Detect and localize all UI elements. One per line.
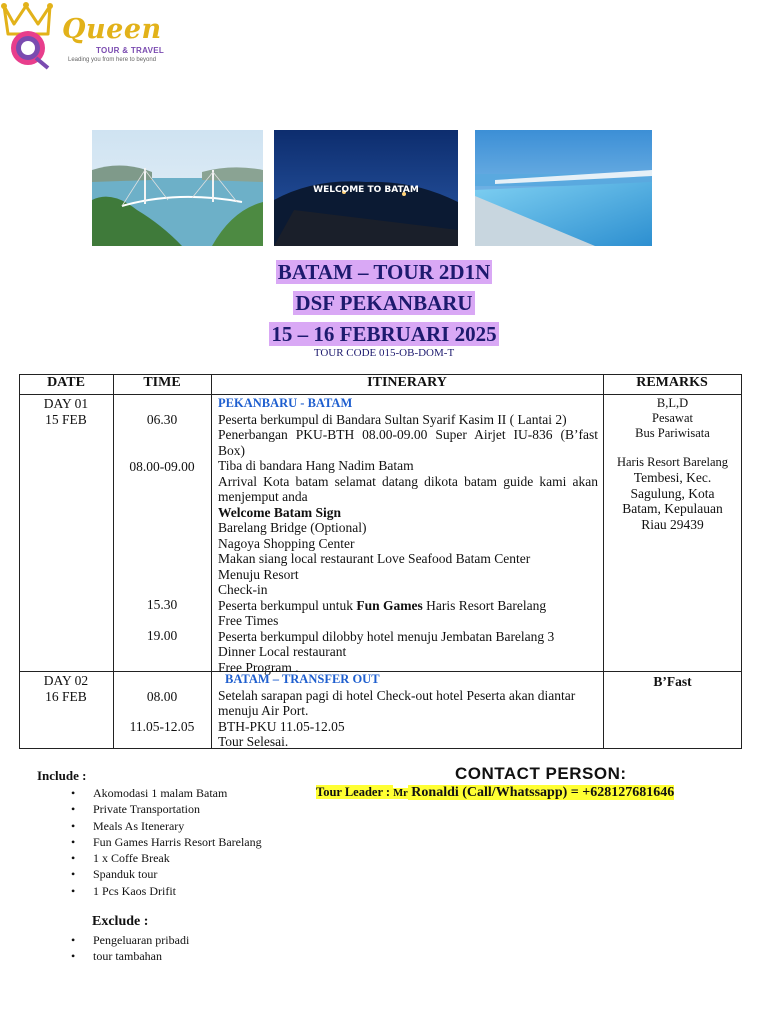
day1-time-1: 06.30	[146, 412, 178, 427]
itinerary-line: Welcome Batam Sign	[218, 504, 341, 520]
itinerary-line: Dinner Local restaurant	[218, 644, 347, 659]
day2-itinerary	[218, 672, 598, 750]
itinerary-line: Peserta berkumpul di Bandara Sultan Syarif Kasim II ( Lantai 2)	[218, 411, 567, 427]
tour-title: BATAM – TOUR 2D1N	[277, 260, 491, 284]
crown-icon	[0, 0, 68, 70]
list-item: • 1 x Coffe Break	[69, 850, 262, 866]
contact-honorific: Mr	[393, 788, 408, 799]
day1-date-cell	[19, 396, 113, 427]
welcome-sign-text: WELCOME TO BATAM	[313, 185, 419, 195]
contact-value: Ronaldi (Call/Whatssapp) = +628127681646	[407, 785, 675, 800]
contact-info	[316, 785, 674, 801]
queen-tour-logo	[0, 0, 170, 70]
list-item: • Pengeluaran pribadi	[69, 932, 189, 948]
pool-photo	[475, 130, 652, 246]
day1-date: 15 FEB	[45, 411, 87, 427]
remark-flight: Pesawat	[652, 411, 693, 425]
day1-heading: PEKANBARU - BATAM	[218, 396, 353, 410]
tour-subtitle: DSF PEKANBARU	[295, 291, 473, 315]
day1-remarks	[604, 396, 741, 532]
tour-code: TOUR CODE 015-OB-DOM-T	[313, 347, 455, 359]
itinerary-line: Setelah sarapan pagi di hotel Check-out hotel Peserta akan diantar menuju Air Port.	[218, 687, 576, 718]
list-item: • Akomodasi 1 malam Batam	[69, 785, 262, 801]
list-item: • Spanduk tour	[69, 866, 262, 882]
itinerary-line: Peserta berkumpul dilobby hotel menuju Jembatan Barelang 3	[218, 628, 555, 644]
day1-time-3: 15.30	[146, 597, 178, 612]
list-item: • Fun Games Harris Resort Barelang	[69, 834, 262, 850]
contact-label: Tour Leader :	[316, 785, 394, 799]
itinerary-line: Free Program .	[218, 659, 299, 675]
itinerary-line: Penerbangan PKU-BTH 08.00-09.00 Super Airjet IU-836 (B’fast Box)	[218, 427, 598, 458]
itinerary-line: Peserta berkumpul untuk Fun Games Haris Resort Barelang	[218, 597, 547, 613]
itinerary-line: Makan siang local restaurant Love Seafood Batam Center	[218, 551, 531, 566]
itinerary-line: Nagoya Shopping Center	[218, 535, 355, 551]
itinerary-line: BTH-PKU 11.05-12.05	[218, 718, 345, 734]
welcome-sign-photo	[274, 130, 458, 246]
day2-remarks: B’Fast	[653, 674, 692, 689]
remark-hotel-address: Tembesi, Kec. Sagulung, Kota Batam, Kepulauan Riau 29439	[622, 470, 723, 532]
day2-label: DAY 02	[43, 673, 89, 688]
remark-hotel: Haris Resort Barelang	[616, 455, 729, 469]
itinerary-table	[19, 374, 742, 750]
day1-itinerary	[218, 396, 598, 675]
exclude-heading: Exclude :	[92, 914, 149, 929]
itinerary-line: Barelang Bridge (Optional)	[218, 520, 367, 535]
list-item: • Meals As Itenerary	[69, 818, 262, 834]
remark-bus: Bus Pariwisata	[635, 426, 710, 440]
day1-time-4: 19.00	[146, 628, 178, 643]
logo-subtitle: TOUR & TRAVEL	[96, 46, 165, 55]
header-date: DATE	[47, 375, 85, 390]
fun-games-text: Fun Games	[356, 597, 423, 613]
day2-time-1: 08.00	[146, 689, 178, 704]
remark-meals: B,L,D	[656, 396, 689, 410]
header-time: TIME	[143, 375, 181, 390]
day2-date: 16 FEB	[45, 688, 87, 704]
itinerary-line: Menuju Resort	[218, 566, 299, 582]
logo-tagline: Leading you from here to beyond	[68, 57, 157, 63]
exclude-list	[69, 932, 189, 965]
header-itinerary: ITINERARY	[367, 375, 447, 390]
itinerary-line: Check-in	[218, 582, 268, 597]
day1-label: DAY 01	[43, 396, 89, 411]
tour-dates: 15 – 16 FEBRUARI 2025	[271, 322, 497, 346]
day2-heading: BATAM – TRANSFER OUT	[225, 672, 380, 686]
itinerary-line: Tiba di bandara Hang Nadim Batam	[218, 458, 414, 473]
itinerary-line: Free Times	[218, 613, 279, 628]
logo-brand: Queen	[62, 14, 162, 45]
day1-time-2: 08.00-09.00	[129, 459, 195, 474]
include-list	[69, 785, 262, 899]
bridge-photo	[92, 130, 263, 246]
itinerary-line: Tour Selesai.	[218, 734, 289, 749]
list-item: • tour tambahan	[69, 948, 189, 964]
list-item: • Private Transportation	[69, 801, 262, 817]
list-item: • 1 Pcs Kaos Drifit	[69, 883, 262, 899]
day2-date-cell	[19, 673, 113, 704]
contact-heading: CONTACT PERSON:	[455, 764, 627, 783]
itinerary-line: Arrival Kota batam selamat datang dikota batam guide kami akan menjemput anda	[218, 473, 598, 504]
include-heading: Include :	[37, 768, 87, 783]
header-remarks: REMARKS	[636, 375, 708, 390]
day2-time-2: 11.05-12.05	[129, 719, 195, 734]
